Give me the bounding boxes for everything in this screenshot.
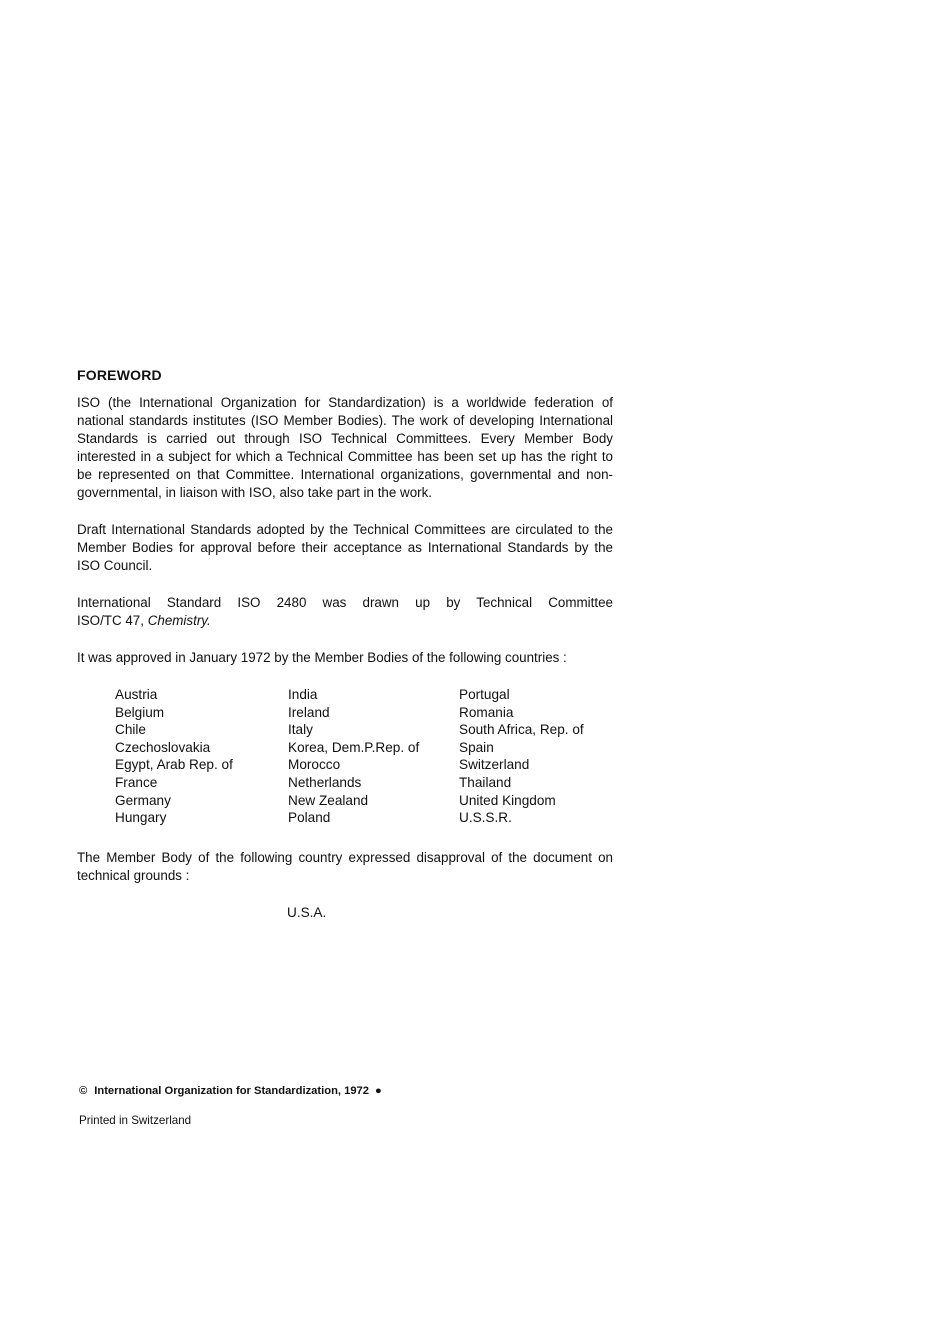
country-item: Belgium [115,704,165,720]
copyright-text: International Organization for Standardization, 1972 [94,1085,370,1097]
copyright-notice [79,1084,382,1098]
committee-line: International Standard ISO 2480 was drawn up by Technical Committee [77,595,613,610]
country-item: Chile [115,722,146,738]
country-item: Italy [288,722,313,738]
country-item: Switzerland [459,757,530,773]
disapproving-country: U.S.A. [287,904,327,920]
country-item: Spain [459,739,494,755]
country-item: U.S.S.R. [459,810,512,826]
countries-column-2 [288,686,459,827]
country-item: Netherlands [288,774,362,790]
copyright-icon: © [79,1085,88,1097]
committee-name: Chemistry. [147,613,211,628]
country-item: France [115,774,158,790]
countries-column-3 [459,686,615,827]
country-item: Portugal [459,687,510,702]
foreword-paragraph-approval: It was approved in January 1972 by the Member Bodies of the following countries : [77,650,567,665]
foreword-heading: FOREWORD [77,367,162,383]
printed-location: Printed in Switzerland [79,1114,192,1127]
foreword-section [77,366,613,922]
foreword-paragraph-committee [77,594,613,630]
country-item: Germany [115,792,171,808]
country-item: Thailand [459,774,512,790]
country-item: Hungary [115,810,167,826]
country-item: Egypt, Arab Rep. of [115,757,233,773]
country-item: Romania [459,704,514,720]
bullet-icon: ● [375,1085,382,1097]
country-item: India [288,687,318,702]
committee-prefix: ISO/TC 47, [77,613,148,628]
country-item: United Kingdom [459,792,556,808]
foreword-paragraph-drafts: Draft International Standards adopted by the Technical Committees are circulated to the Member Bodies for approval before their acceptance as International Standards by the ISO Council. [77,522,613,573]
country-item: New Zealand [288,792,369,808]
country-item: Korea, Dem.P.Rep. of [288,739,420,755]
foreword-paragraph-disapproval: The Member Body of the following country expressed disapproval of the document on technical grounds : [77,849,613,883]
country-item: Ireland [288,704,330,720]
countries-column-1 [115,686,288,827]
country-item: Poland [288,810,331,826]
approving-countries-list [115,686,615,827]
country-item: Czechoslovakia [115,739,211,755]
country-item: Morocco [288,757,341,773]
country-item: Austria [115,687,158,702]
foreword-paragraph-iso: ISO (the International Organization for Standardization) is a worldwide federation of national standards institutes (ISO Member Bodies). The work of developing International Standards is carried out through ISO Technical Committees. Every Member Body interested in a subject for which a Technical Committee has been set up has the right to be represented on that Committee. International organizations, governmental and non-governmental, in liaison with ISO, also take part in the work. [77,395,613,500]
country-item: South Africa, Rep. of [459,722,584,738]
